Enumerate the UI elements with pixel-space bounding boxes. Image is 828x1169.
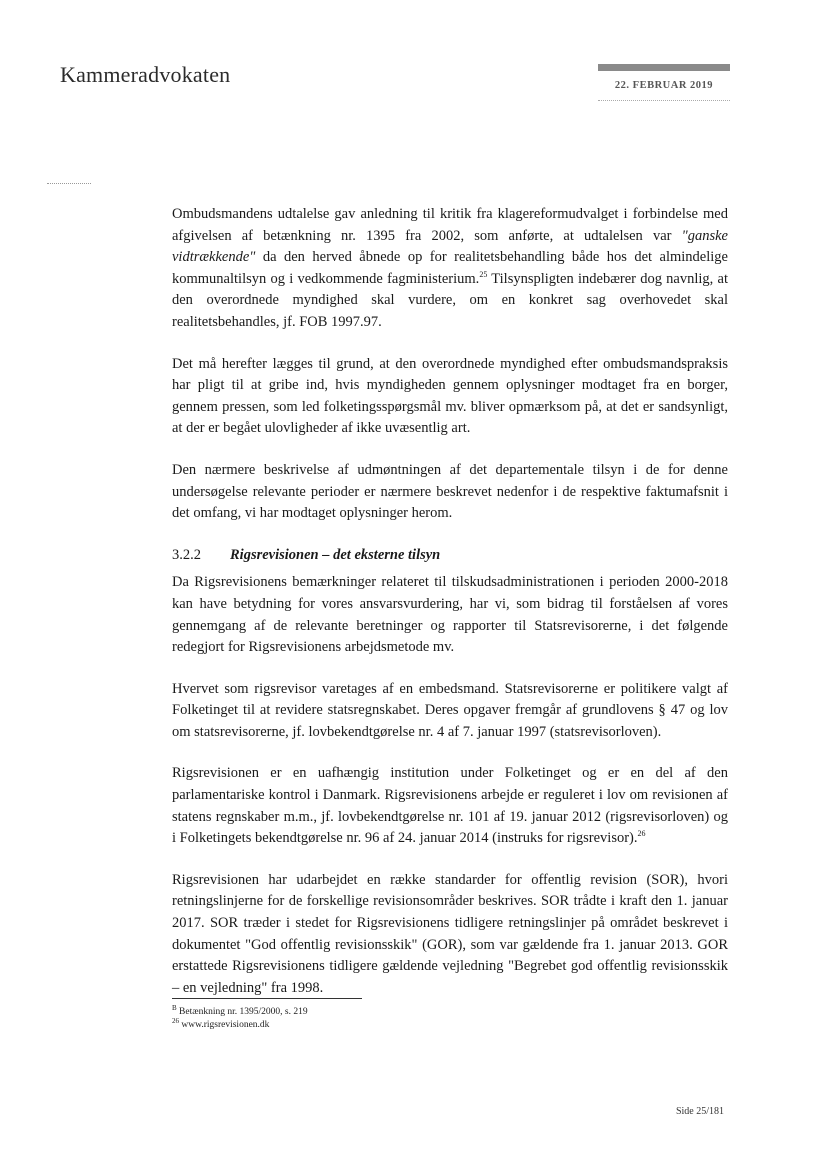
paragraph-6 <box>172 763 728 849</box>
footnote-link[interactable]: www.rigsrevisionen.dk <box>181 1020 270 1030</box>
paragraph-5: Hvervet som rigsrevisor varetages af en embedsmand. Statsrevisorerne er politikere valgt af Folketinget til at revidere statsregnskabet. Deres opgaver fremgår af grundlovens § 47 og lov om statsrevisorerne, jf. lovbekendtgørelse nr. 4 af 7. januar 1997 (statsrevisorloven). <box>172 680 728 740</box>
footnote-separator <box>172 998 362 999</box>
footnote-ref-25[interactable]: 25 <box>479 269 488 279</box>
paragraph-4: Da Rigsrevisionens bemærkninger relateret til tilskudsadministrationen i perioden 2000-2018 kan have betydning for vores ansvarsvurdering, har vi, som bidrag til forståelsen af vores gennemgang af de relevante beretninger og rapporter til Statsrevisorerne, i det følgende redegjort for Rigsrevisionens arbejdsmetode mv. <box>172 574 728 656</box>
kammeradvokaten-logo: Kammeradvokaten <box>60 62 231 87</box>
document-body <box>172 204 728 1019</box>
paragraph-7: Rigsrevisionen har udarbejdet en række standarder for offentlig revision (SOR), hvori retningslinjerne for de forskellige revisionsområder beskrives. SOR trådte i kraft den 1. januar 2017. SOR træder i stedet for Rigsrevisionens tidligere retningslinjer på området beskrevet i dokumentet "God offentlig revisionsskik" (GOR), som var gældende fra 1. januar 2013. GOR erstattede Rigsrevisionens tidligere gældende vejledning "Begrebet god offentlig revisionsskik – en vejledning" fra 1998. <box>172 871 728 996</box>
header-band <box>598 64 730 71</box>
section-heading <box>172 545 728 567</box>
paragraph-1-italic-quote: "ganske vidtrækkende" <box>172 227 728 266</box>
footnote-ref-26[interactable]: 26 <box>637 829 646 839</box>
margin-dotted-mark <box>47 183 91 184</box>
paragraph-3: Den nærmere beskrivelse af udmøntningen af det departementale tilsyn i de for denne undersøgelse relevante perioder er nærmere beskrevet nedenfor i de respektive faktumafsnit i det omfang, vi har modtaget oplysninger herom. <box>172 461 728 522</box>
page-number: Side 25/181 <box>675 1106 724 1117</box>
section-title: Rigsrevisionen – det eksterne tilsyn <box>230 546 441 563</box>
footnote-text: Betænkning nr. 1395/2000, s. 219 <box>179 1007 308 1017</box>
paragraph-6-text: Rigsrevisionen er en uafhængig institution under Folketinget og er en del af den parlamentariske kontrol i Danmark. Rigsrevisionens arbejde er reguleret i lov om revisionen af statens regnskaber m.m., jf. lovbekendtgørelse nr. 101 af 19. januar 2012 (rigsrevisorloven) og i Folketingets bekendtgørelse nr. 96 af 24. januar 2014 (instruks for rigsrevisor). <box>172 765 728 847</box>
section-number: 3.2.2 <box>172 546 201 563</box>
footnote-item <box>172 1016 572 1032</box>
paragraph-1-text-c: Tilsynspligten indebærer dog navnlig, at den overordnede myndighed skal vurdere, om en konkret sag overhovedet skal realitetsbehandles, jf. FOB 1997.97. <box>172 270 728 330</box>
paragraph-2: Det må herefter lægges til grund, at den overordnede myndighed efter ombudsmandspraksis har pligt til at gribe ind, hvis myndigheden gennem oplysninger modtaget fra en borger, gennem pressen, som led folketingsspørgsmål mv. bliver opmærksom på, at det er sandsynligt, at der er begået ulovligheder af ikke uvæsentlig art. <box>172 355 728 437</box>
footnote-item <box>172 1003 572 1019</box>
document-date: 22. FEBRUAR 2019 <box>614 80 714 91</box>
paragraph-1 <box>172 204 728 334</box>
footnotes <box>172 1003 572 1032</box>
paragraph-1-text-b: da den herved åbnede op for realitetsbehandling både hos det almindelige kommunaltilsyn og i vedkommende fagministerium. <box>172 249 728 287</box>
header-dotted-rule <box>598 100 730 101</box>
footnote-marker: B <box>172 1003 177 1012</box>
footnote-marker: 26 <box>172 1016 179 1025</box>
paragraph-1-text-a: Ombudsmandens udtalelse gav anledning til kritik fra klagereformudvalget i forbindelse med afgivelsen af betænkning nr. 1395 fra 2002, som anførte, at udtalelsen var <box>172 206 728 244</box>
